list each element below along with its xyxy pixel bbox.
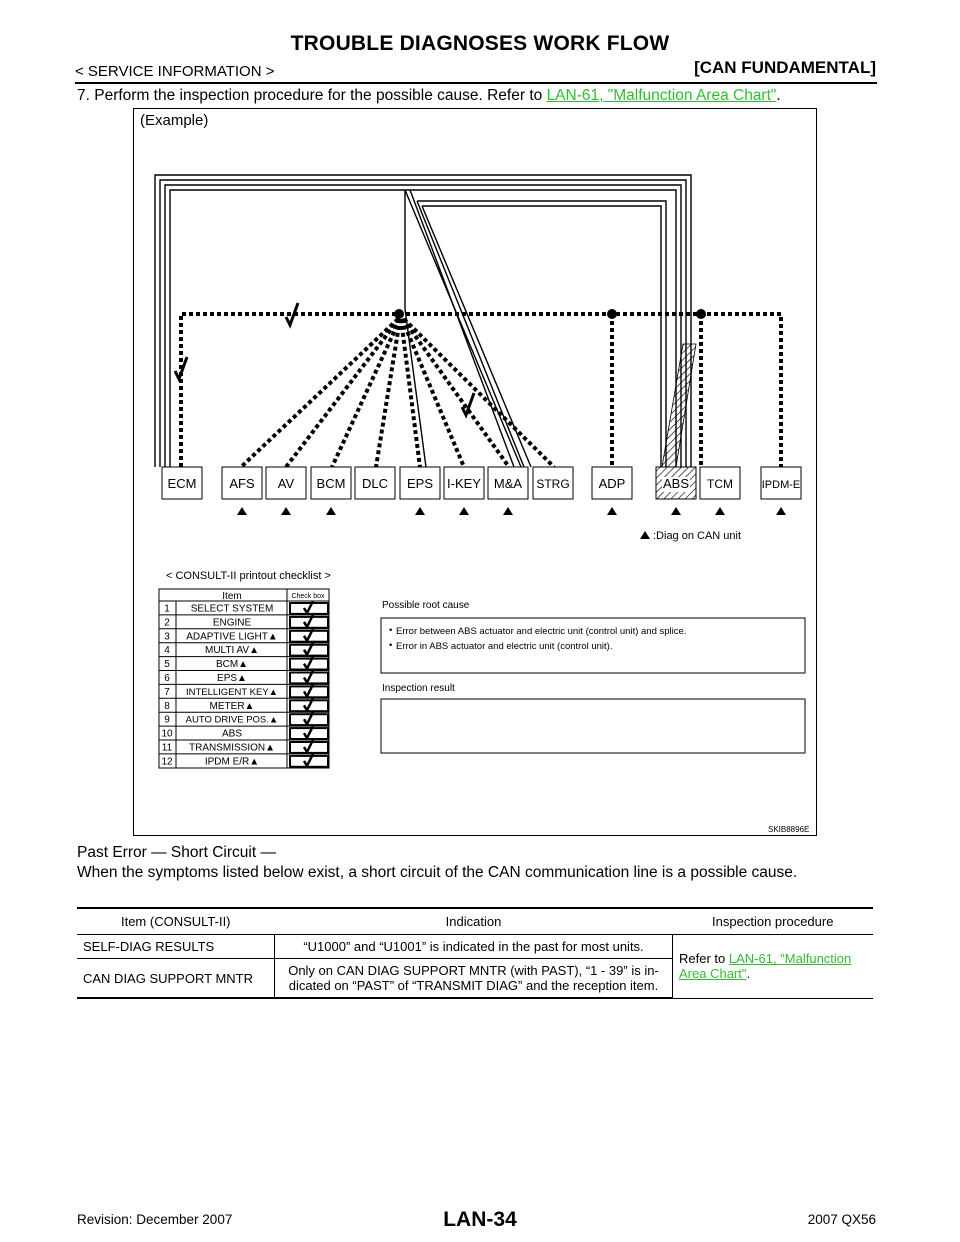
checklist-item: ENGINE [212, 617, 252, 629]
row-indication: Only on CAN DIAG SUPPORT MNTR (with PAST), “1 - 39” is in-dicated on “PAST” of “TRANSMIT DIAG” and the reception item. [275, 959, 673, 999]
section-label: < SERVICE INFORMATION > [75, 63, 275, 80]
table-row [77, 935, 873, 959]
unit-eps: EPS [406, 476, 434, 491]
unit-av: AV [277, 476, 295, 491]
example-figure [133, 108, 817, 836]
unit-abs: ABS [662, 476, 690, 491]
checklist-no: 3 [164, 631, 170, 643]
procedure-prefix: Refer to [679, 951, 729, 967]
checklist-no: 11 [161, 742, 173, 754]
checklist-item: INTELLIGENT KEY▲ [185, 686, 279, 698]
unit-dlc: DLC [361, 476, 389, 491]
inspection-result-label: Inspection result [382, 683, 455, 694]
row-item: CAN DIAG SUPPORT MNTR [77, 959, 275, 999]
unit-afs: AFS [229, 476, 255, 491]
past-error-text: When the symptoms listed below exist, a short circuit of the CAN communication line is a possible cause. [77, 864, 798, 881]
col-header-procedure: Inspection procedure [673, 908, 874, 935]
checklist-title: < CONSULT-II printout checklist > [166, 570, 331, 582]
checklist-header-item: Item [222, 591, 242, 602]
checklist-no: 10 [161, 728, 173, 740]
unit-i-key: I-KEY [447, 476, 481, 491]
diagram-check-marks [175, 303, 474, 415]
checklist-no: 2 [164, 617, 170, 629]
step-7-end: . [776, 87, 781, 104]
unit-strg: STRG [536, 477, 570, 491]
unit-ipdm-e: IPDM-E [761, 479, 801, 491]
checklist-no: 7 [164, 686, 170, 698]
procedure-suffix: . [746, 966, 751, 982]
inspection-result-box [381, 699, 805, 753]
row-procedure [673, 935, 874, 999]
checklist-no: 12 [161, 756, 173, 768]
checklist-no: 1 [164, 603, 170, 615]
possible-root-cause-label: Possible root cause [382, 600, 470, 611]
header-rule [75, 82, 877, 84]
checklist-no: 4 [164, 645, 170, 657]
step-7 [77, 87, 781, 105]
checklist-item: ADAPTIVE LIGHT▲ [186, 631, 278, 643]
checklist-item: BCM▲ [215, 659, 249, 671]
checklist-no: 6 [164, 673, 170, 684]
row-item: SELF-DIAG RESULTS [77, 935, 275, 959]
checklist-item: TRANSMISSION▲ [188, 742, 276, 754]
checklist-item: SELECT SYSTEM [190, 603, 274, 615]
row-indication: “U1000” and “U1001” is indicated in the past for most units. [275, 935, 673, 959]
cause-bullet: • [389, 640, 393, 651]
checklist-item: METER▲ [209, 700, 255, 712]
checklist-item: EPS▲ [217, 673, 247, 684]
unit-boxes [162, 467, 801, 499]
cause-bullet: • [389, 625, 393, 636]
figure-code: SKIB8896E [768, 825, 810, 834]
unit-bcm: BCM [316, 476, 346, 491]
model-year: 2007 QX56 [807, 1212, 876, 1227]
checklist-header-check: Check box [291, 593, 325, 600]
checklist-no: 9 [164, 714, 170, 726]
symptom-table [77, 907, 873, 999]
diag-legend: :Diag on CAN unit [653, 530, 742, 542]
procedure-link[interactable]: LAN-61, "Malfunction Area Chart" [679, 951, 852, 982]
checklist-item: IPDM E/R▲ [204, 756, 260, 768]
page-title: TROUBLE DIAGNOSES WORK FLOW [290, 32, 670, 55]
checklist-no: 5 [164, 659, 170, 671]
cause-2: Error in ABS actuator and electric unit (control unit). [396, 641, 613, 652]
page-number: LAN-34 [443, 1208, 517, 1231]
revision-date: Revision: December 2007 [77, 1212, 233, 1227]
step-7-text: 7. Perform the inspection procedure for the possible cause. Refer to [77, 87, 547, 104]
unit-m-and-a: M&A [493, 476, 523, 491]
checklist-item: ABS [221, 728, 243, 740]
unit-adp: ADP [598, 476, 626, 491]
unit-tcm: TCM [707, 477, 733, 491]
col-header-item: Item (CONSULT-II) [77, 908, 275, 935]
checklist-no: 8 [164, 700, 170, 712]
example-label: (Example) [140, 112, 209, 129]
col-header-indication: Indication [275, 908, 673, 935]
checklist-item: AUTO DRIVE POS.▲ [185, 714, 279, 726]
step-7-link[interactable]: LAN-61, "Malfunction Area Chart" [546, 87, 777, 104]
unit-ecm: ECM [167, 476, 197, 491]
checklist-item: MULTI AV▲ [205, 645, 259, 657]
past-error-title: Past Error — Short Circuit — [77, 844, 276, 861]
cause-1: Error between ABS actuator and electric unit (control unit) and splice. [396, 626, 687, 637]
chapter-label: [CAN FUNDAMENTAL] [694, 58, 876, 77]
